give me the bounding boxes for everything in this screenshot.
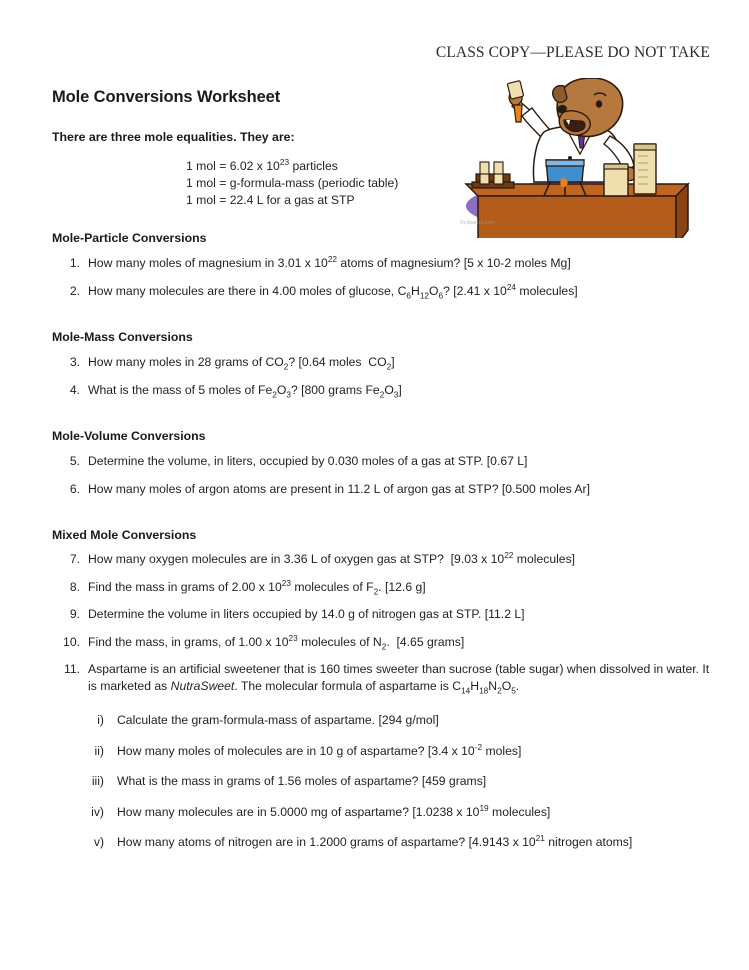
question-text: Aspartame is an artificial sweetener that is 160 times sweeter than sucrose (table sugar) when dissolved in water. It is marketed as NutraSweet. The molecular formula of aspartame is $C_{14}H_{18}N_2O_5$. (88, 662, 710, 695)
section-heading-mole-volume: Mole-Volume Conversions (52, 429, 206, 443)
question-number: 6. (69, 481, 80, 496)
clipart-watermark: ©clipartof.com (460, 220, 495, 226)
question-item (52, 354, 712, 371)
subquestion-item (52, 834, 712, 851)
subquestion-list-aspartame (52, 712, 712, 865)
question-number: 5. (69, 454, 80, 468)
question-number: 10. (63, 634, 80, 649)
question-number: 3. (69, 355, 80, 369)
question-item (52, 382, 712, 399)
equality-item: 1 mol = 6.02 x $10^{23}$ particles (186, 156, 338, 173)
section-heading-mixed-mole: Mixed Mole Conversions (52, 528, 197, 542)
equality-item: 1 mol = g-formula-mass (periodic table) (186, 176, 399, 191)
question-number: 11. (63, 662, 80, 676)
intro-text: There are three mole equalities. They are: (52, 130, 295, 144)
question-number: 7. (69, 552, 80, 566)
equality-item: 1 mol = 22.4 L for a gas at STP (186, 193, 355, 208)
subquestion-item (52, 712, 712, 729)
page-title: Mole Conversions Worksheet (52, 88, 281, 106)
question-number: 8. (69, 579, 80, 594)
section-heading-mole-mass: Mole-Mass Conversions (52, 330, 193, 344)
question-text: How many moles of magnesium in 3.01 x $10^{22}$ atoms of magnesium? [5 x 10-2 moles Mg] (88, 253, 571, 270)
question-list-mole-mass (52, 354, 712, 409)
class-copy-notice: CLASS COPY—PLEASE DO NOT TAKE (435, 44, 710, 61)
question-text: How many molecules are there in 4.00 moles of glucose, $C_6H_{12}O_6$? [2.41 x $10^{24}$ molecules] (88, 281, 578, 300)
subquestion-text: How many moles of molecules are in 10 g of aspartame? [3.4 x $10^{-2}$ moles] (117, 741, 522, 758)
question-text: Find the mass in grams of 2.00 x $10^{23}$ molecules of $F_2$. [12.6 g] (88, 577, 426, 596)
question-item (52, 453, 712, 470)
question-text: How many moles in 28 grams of $CO_2$? [0.64 moles $CO_2$] (88, 355, 395, 372)
subquestion-text: How many molecules are in 5.0000 mg of aspartame? [1.0238 x $10^{19}$ molecules] (117, 802, 551, 819)
question-item (52, 283, 712, 300)
question-list-mole-volume (52, 453, 712, 508)
question-item (52, 661, 712, 694)
section-heading-mole-particle: Mole-Particle Conversions (52, 231, 207, 245)
question-list-mole-particle (52, 255, 712, 310)
question-list-mixed-mole (52, 551, 712, 705)
subquestion-text: What is the mass in grams of 1.56 moles of aspartame? [459 grams] (117, 774, 487, 788)
question-number: 1. (69, 256, 80, 270)
question-number: 2. (69, 283, 80, 298)
question-item (52, 634, 712, 651)
question-text: Find the mass, in grams, of 1.00 x $10^{23}$ molecules of $N_2$. [4.65 grams] (88, 632, 465, 651)
subquestion-number: v) (93, 835, 104, 849)
brand-name-nutrasweet: NutraSweet (170, 678, 235, 693)
question-item (52, 606, 712, 623)
subquestion-number: ii) (94, 743, 104, 758)
subquestion-item (52, 804, 712, 821)
question-item (52, 255, 712, 272)
subquestion-text: Calculate the gram-formula-mass of aspartame. [294 g/mol] (117, 713, 439, 727)
clipart-dog-scientist (452, 78, 700, 238)
question-text: How many moles of argon atoms are present in 11.2 L of argon gas at STP? [0.500 moles Ar] (88, 481, 590, 496)
question-item (52, 579, 712, 596)
subquestion-number: i) (97, 713, 104, 727)
question-text: How many oxygen molecules are in 3.36 L of oxygen gas at STP? [9.03 x $10^{22}$ molecules] (88, 549, 576, 566)
subquestion-item (52, 773, 712, 790)
question-text: What is the mass of 5 moles of $Fe_2O_3$? [800 grams $Fe_2O_3$] (88, 382, 402, 399)
question-text: Determine the volume, in liters, occupied by 0.030 moles of a gas at STP. [0.67 L] (88, 454, 528, 468)
question-text: Determine the volume in liters occupied by 14.0 g of nitrogen gas at STP. [11.2 L] (88, 607, 525, 621)
question-number: 4. (69, 382, 80, 397)
question-item (52, 481, 712, 498)
subquestion-text: How many atoms of nitrogen are in 1.2000 grams of aspartame? [4.9143 x $10^{21}$ nitrogen atoms] (117, 832, 633, 849)
question-number: 9. (69, 607, 80, 621)
question-item (52, 551, 712, 568)
subquestion-number: iii) (91, 774, 104, 788)
mole-equalities-list (186, 158, 398, 210)
subquestion-item (52, 743, 712, 760)
subquestion-number: iv) (91, 804, 104, 819)
